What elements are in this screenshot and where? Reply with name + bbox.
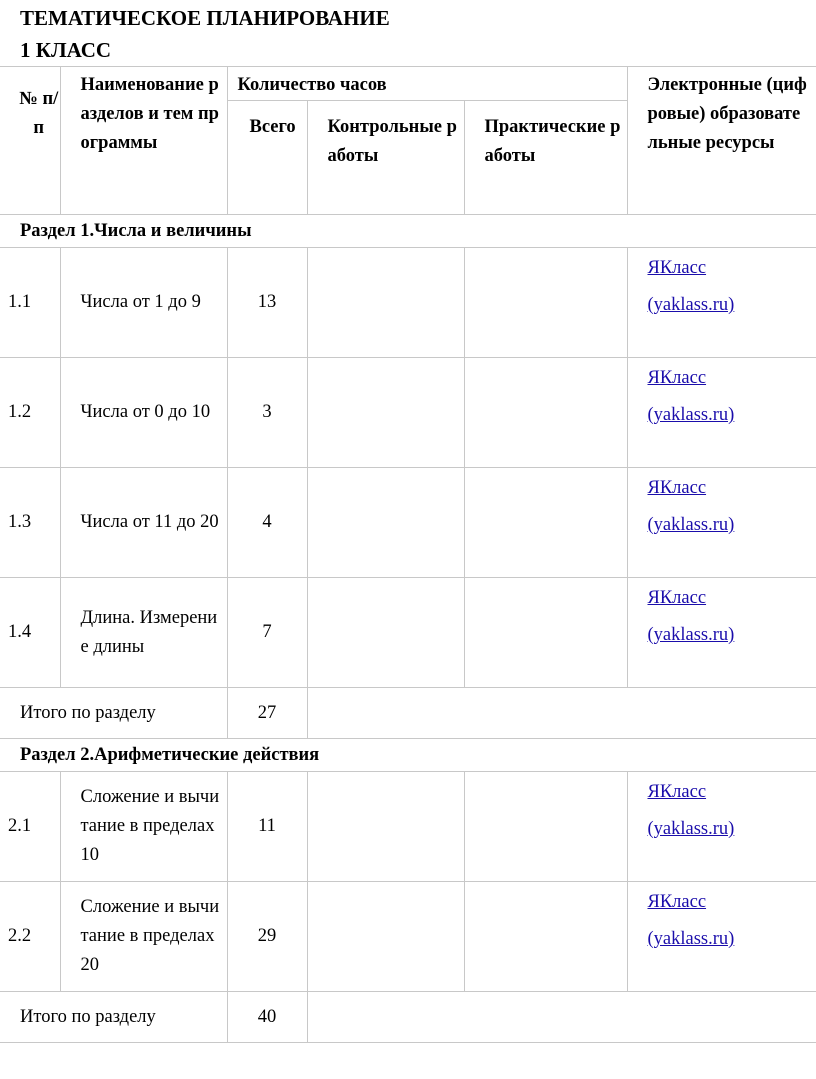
row-control-works (307, 468, 464, 578)
row-number: 1.1 (0, 248, 60, 358)
resource-link-name[interactable]: ЯКласс (647, 588, 707, 608)
resource-link-name[interactable]: ЯКласс (647, 892, 707, 912)
subtotal-value: 40 (227, 992, 307, 1043)
resource-link-url[interactable]: (yaklass.ru) (647, 515, 735, 535)
page-title (20, 2, 390, 66)
row-hours-total: 7 (227, 578, 307, 688)
row-number: 2.1 (0, 772, 60, 882)
row-control-works (307, 882, 464, 992)
planning-table (0, 66, 816, 1043)
table-row (0, 468, 816, 578)
subtotal-empty (307, 992, 816, 1043)
row-number: 1.4 (0, 578, 60, 688)
subtotal-value: 27 (227, 688, 307, 739)
header-total: Всего (227, 101, 307, 215)
resource-link-name[interactable]: ЯКласс (647, 782, 707, 802)
row-control-works (307, 772, 464, 882)
section-row (0, 739, 816, 772)
section-subtotal-row (0, 992, 816, 1043)
table-row (0, 248, 816, 358)
resource-link-name[interactable]: ЯКласс (647, 258, 707, 278)
subtotal-label: Итого по разделу (0, 688, 227, 739)
subtotal-label: Итого по разделу (0, 992, 227, 1043)
row-topic-name: Сложение и вычитание в пределах 10 (60, 772, 227, 882)
row-topic-name: Числа от 1 до 9 (60, 248, 227, 358)
row-resources (627, 358, 816, 468)
header-hours: Количество часов (227, 67, 627, 101)
section-title: Раздел 1.Числа и величины (0, 215, 816, 248)
row-topic-name: Числа от 11 до 20 (60, 468, 227, 578)
header-control: Контрольные работы (307, 101, 464, 215)
row-number: 1.2 (0, 358, 60, 468)
section-row (0, 215, 816, 248)
title-line-1: ТЕМАТИЧЕСКОЕ ПЛАНИРОВАНИЕ (20, 6, 390, 30)
header-number: № п/п (0, 67, 60, 215)
resource-link-url[interactable]: (yaklass.ru) (647, 295, 735, 315)
row-resources (627, 468, 816, 578)
row-hours-total: 29 (227, 882, 307, 992)
resource-link-url[interactable]: (yaklass.ru) (647, 819, 735, 839)
section-title: Раздел 2.Арифметические действия (0, 739, 816, 772)
resource-link-url[interactable]: (yaklass.ru) (647, 929, 735, 949)
row-resources (627, 578, 816, 688)
row-practical-works (464, 468, 627, 578)
row-hours-total: 3 (227, 358, 307, 468)
row-number: 2.2 (0, 882, 60, 992)
resource-link-url[interactable]: (yaklass.ru) (647, 625, 735, 645)
row-hours-total: 4 (227, 468, 307, 578)
table-row (0, 578, 816, 688)
row-control-works (307, 248, 464, 358)
resource-link-name[interactable]: ЯКласс (647, 368, 707, 388)
row-practical-works (464, 882, 627, 992)
row-resources (627, 882, 816, 992)
row-practical-works (464, 772, 627, 882)
table-header-row (0, 67, 816, 101)
row-practical-works (464, 578, 627, 688)
row-hours-total: 11 (227, 772, 307, 882)
header-name: Наименование разделов и тем программы (60, 67, 227, 215)
row-control-works (307, 578, 464, 688)
row-topic-name: Длина. Измерение длины (60, 578, 227, 688)
header-resources: Электронные (цифровые) образовательные ресурсы (627, 67, 816, 215)
table-row (0, 358, 816, 468)
row-topic-name: Сложение и вычитание в пределах 20 (60, 882, 227, 992)
row-topic-name: Числа от 0 до 10 (60, 358, 227, 468)
row-control-works (307, 358, 464, 468)
table-row (0, 882, 816, 992)
resource-link-name[interactable]: ЯКласс (647, 478, 707, 498)
row-practical-works (464, 358, 627, 468)
resource-link-url[interactable]: (yaklass.ru) (647, 405, 735, 425)
section-subtotal-row (0, 688, 816, 739)
header-practical: Практические работы (464, 101, 627, 215)
row-resources (627, 772, 816, 882)
subtotal-empty (307, 688, 816, 739)
table-row (0, 772, 816, 882)
row-practical-works (464, 248, 627, 358)
row-number: 1.3 (0, 468, 60, 578)
title-line-2: 1 КЛАСС (20, 38, 112, 62)
row-resources (627, 248, 816, 358)
row-hours-total: 13 (227, 248, 307, 358)
